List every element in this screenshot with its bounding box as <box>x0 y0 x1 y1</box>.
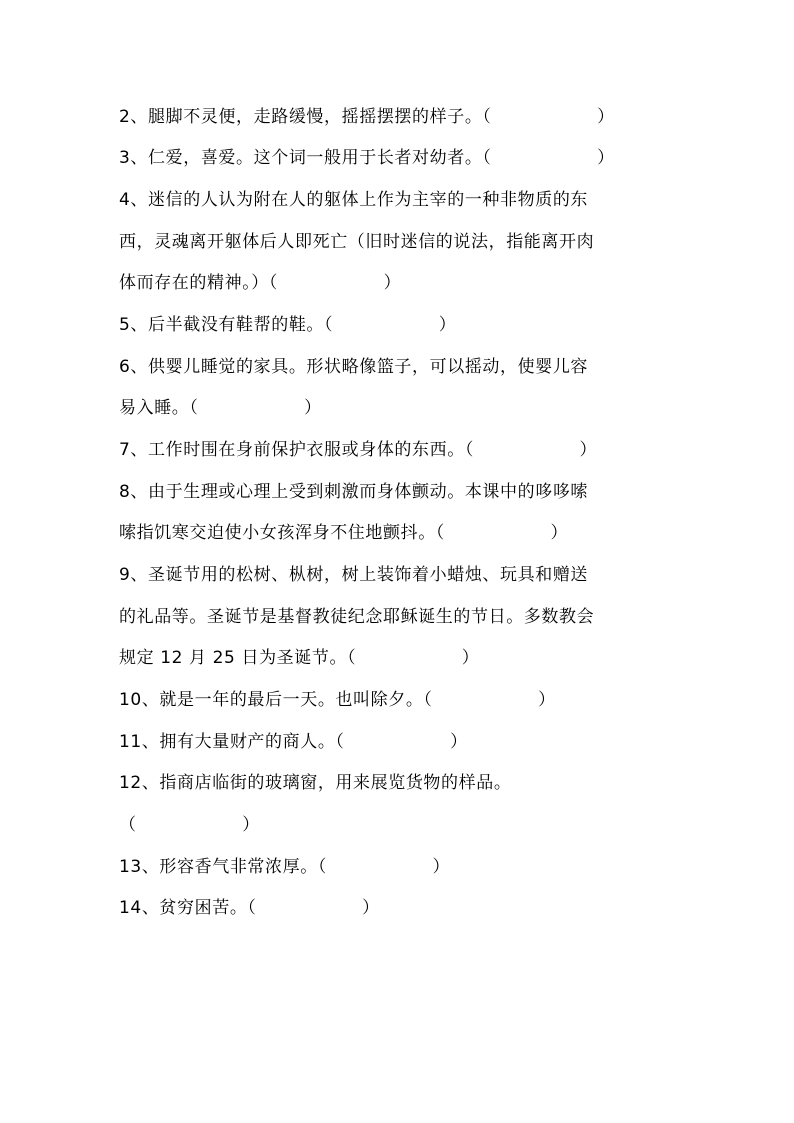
question-9-line-1: 9、圣诞节用的松树、枞树，树上装饰着小蜡烛、玩具和赠送 <box>119 565 589 585</box>
question-9-line-3: 规定 12 月 25 日为圣诞节。（ ） <box>119 648 480 668</box>
question-11-line: 11、拥有大量财产的商人。（ ） <box>119 732 468 752</box>
question-8-line-2: 嗦指饥寒交迫使小女孩浑身不住地颤抖。（ ） <box>119 523 569 543</box>
question-14-line: 14、贫穷困苦。（ ） <box>119 898 380 918</box>
question-4-line-3: 体而存在的精神。）（ ） <box>119 273 402 293</box>
question-10-line: 10、就是一年的最后一天。也叫除夕。（ ） <box>119 690 556 710</box>
question-12-line-2: （ ） <box>119 815 260 835</box>
question-7-line: 7、工作时围在身前保护衣服或身体的东西。（ ） <box>119 440 598 460</box>
question-6-line-1: 6、供婴儿睡觉的家具。形状略像篮子，可以摇动，使婴儿容 <box>119 357 589 377</box>
question-2-line: 2、腿脚不灵便，走路缓慢，摇摇摆摆的样子。（ ） <box>119 107 615 127</box>
question-4-line-1: 4、迷信的人认为附在人的躯体上作为主宰的一种非物质的东 <box>119 190 589 210</box>
question-6-line-2: 易入睡。（ ） <box>119 398 322 418</box>
question-9-line-2: 的礼品等。圣诞节是基督教徒纪念耶稣诞生的节日。多数教会 <box>119 607 595 627</box>
question-8-line-1: 8、由于生理或心理上受到刺激而身体颤动。本课中的哆哆嗦 <box>119 482 589 502</box>
question-3-line: 3、仁爱，喜爱。这个词一般用于长者对幼者。（ ） <box>119 148 615 168</box>
question-5-line: 5、后半截没有鞋帮的鞋。（ ） <box>119 315 457 335</box>
question-4-line-2: 西，灵魂离开躯体后人即死亡（旧时迷信的说法，指能离开肉 <box>119 232 595 252</box>
question-13-line: 13、形容香气非常浓厚。（ ） <box>119 857 451 877</box>
question-12-line-1: 12、指商店临街的玻璃窗，用来展览货物的样品。 <box>119 773 512 793</box>
